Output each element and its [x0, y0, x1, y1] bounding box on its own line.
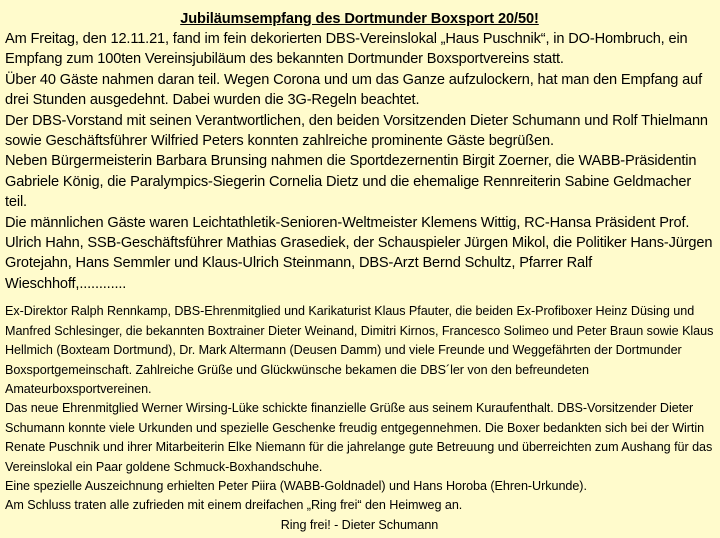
paragraph-gifts: Das neue Ehrenmitglied Werner Wirsing-Lüke schickte finanzielle Grüße aus seinem Kuraufenthalt. DBS-Vorsitzender Dieter Schumann konnte viele Urkunden und spezielle Geschenke freudig entgegennehmen. Die Boxer bedankten sich bei der Wirtin Renate Puschnik und ihrer Mitarbeiterin Elke Niemann für die jahrelange gute Betreuung und überreichten zum Aushang für das Vereinslokal ein Paar goldene Schmuck-Boxhandschuhe.	[5, 401, 713, 474]
main-text-block	[5, 29, 714, 294]
document-title: Jubiläumsempfang des Dortmunder Boxsport 20/50!	[180, 11, 539, 27]
paragraph-female-guests: Neben Bürgermeisterin Barbara Brunsing nahmen die Sportdezernentin Birgit Zoerner, die WABB-Präsidentin Gabriele König, die Paralympics-Siegerin Cornelia Dietz und die ehemalige Rennreiterin Sabine Geldmacher teil.	[5, 153, 697, 211]
paragraph-male-guests: Die männlichen Gäste waren Leichtathletik-Senioren-Weltmeister Klemens Wittig, RC-Hansa Präsident Prof. Ulrich Hahn, SSB-Geschäftsführer Mathias Grasediek, der Schauspieler Jürgen Mikol, die Politiker Hans-Jürgen Grotejahn, Hans Semmler und Klaus-Ulrich Steinmann, DBS-Arzt Bernd Schultz, Pfarrer Ralf Wieschhoff,............	[5, 214, 713, 292]
paragraph-more-guests: Ex-Direktor Ralph Rennkamp, DBS-Ehrenmitglied und Karikaturist Klaus Pfauter, die beiden Ex-Profiboxer Heinz Düsing und Manfred Schlesinger, die bekannten Boxtrainer Dieter Weinand, Dimitri Kirnos, Francesco Solimeo und Peter Braun sowie Klaus Hellmich (Boxteam Dortmund), Dr. Mark Altermann (Deusen Damm) und viele Freunde und Weggefährten der Dortmunder Boxsportgemeinschaft. Zahlreiche Grüße und Glückwünsche bekamen die DBS´ler von den befreundeten Amateurboxsportvereinen.	[5, 304, 714, 396]
signoff: Ring frei! - Dieter Schumann	[280, 517, 439, 532]
paragraph-guest-count: Über 40 Gäste nahmen daran teil. Wegen Corona und um das Ganze aufzulockern, hat man den Empfang auf drei Stunden ausgedehnt. Dabei wurden die 3G-Regeln beachtet.	[5, 71, 703, 109]
paragraph-board: Der DBS-Vorstand mit seinen Verantwortlichen, den beiden Vorsitzenden Dieter Schumann und Rolf Thielmann sowie Geschäftsführer Wilfried Peters konnten zahlreiche prominente Gäste begrüßen.	[5, 112, 708, 150]
paragraph-closing: Am Schluss traten alle zufrieden mit einem dreifachen „Ring frei“ den Heimweg an.	[5, 498, 463, 513]
paragraph-event-intro: Am Freitag, den 12.11.21, fand im fein dekorierten DBS-Vereinslokal „Haus Puschnik“, in DO-Hombruch, ein Empfang zum 100ten Vereinsjubiläum des bekannten Dortmunder Boxsportvereins statt.	[5, 31, 688, 68]
paragraph-awards: Eine spezielle Auszeichnung erhielten Peter Piira (WABB-Goldnadel) und Hans Horoba (Ehren-Urkunde).	[5, 478, 587, 493]
continuation-text-block	[5, 302, 714, 535]
